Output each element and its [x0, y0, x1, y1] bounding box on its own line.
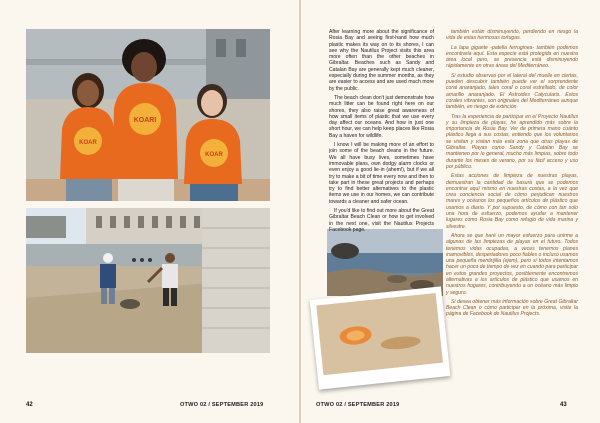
article-paragraph: La lapa gigante -patella ferruginea- también podemos encontrarla aquí. Esta especie está protegida en nuestra área local pero, se presencia está disminuyendo rápidamente en otras áreas del Mediterráneo.	[446, 44, 578, 70]
shirt-logo-center: KOARI	[133, 117, 157, 124]
coral-photo-image	[316, 293, 443, 375]
volunteers-group-photo	[26, 29, 270, 201]
article-column-english	[329, 29, 434, 236]
coral-illustration	[316, 293, 443, 375]
page-number-left: 42	[26, 402, 33, 408]
promenade-illustration	[26, 208, 270, 353]
shirt-logo-right: KOAR	[205, 152, 223, 158]
volunteers-group-illustration	[26, 29, 270, 201]
shirt-logo-left: KOAR	[79, 140, 97, 146]
article-paragraph: Ahora se que haré un mayor esfuerzo para unirme a algunas de las limpiezas de playas en el futuro. Todos tenemos vidas ocupadas, a veces tenemos planes inamovibles, despertadores poco fiables o incluso usamos una pequeña mentirijilla (ejem), pero si todos intentamos hacer un poco de tiempo de vez en cuando para participar en estos grandes proyectos, posiblemente encontremos alternativas a los artículos de plástico que usamos en nuestros hogares, contribuyendo a un océano más limpio y seguro.	[446, 232, 578, 296]
footer-issue-left: OTWO 02 / SEPTEMBER 2019	[180, 402, 264, 408]
article-paragraph: The beach clean don't just demonstrate how much litter can be found right here on our shores, they also raise great awareness of how small items of plastic that we use every day affect our oceans. And how in just one short hour, we can help keep places like Rosia Bay a haven for wildlife.	[329, 94, 434, 139]
article-column-spanish	[446, 29, 578, 321]
article-paragraph: Tras la experiencia de participar en el Proyecto Nautilus y su limpieza de playas, he aprendido más sobre la importancia de Rosia Bay. Ver de primera mano cuánto plástico llega a sus costas, entiendo que los voluntarios se visitan y visitan más esta zona que otras playas de Gibraltar. Playas como Sandy y Catalan Bay se mantienen por lo general, mucho más limpias, sobre todo durante los meses de verano, por su fácil acceso y uso por público.	[446, 113, 578, 170]
article-paragraph: If you'd like to find out more about the Great Gibraltar Beach Clean or how to get involved in the next one, visit the Nautilus Projects Facebook page.	[329, 208, 434, 233]
rocky-shore-illustration	[327, 229, 443, 296]
promenade-beach-photo	[26, 208, 270, 353]
footer-issue-right: OTWO 02 / SEPTEMBER 2019	[316, 402, 400, 408]
rocky-shore-photo	[327, 229, 443, 296]
page-number-right: 43	[560, 402, 567, 408]
article-paragraph: Si desea obtener más información sobre Great Gibraltar Beach Clean o cómo participar en la próxima, visite la página de Facebook de Nautilus Projects.	[446, 298, 578, 318]
article-paragraph: también están disminuyendo, perdiendo en riesgo la vida de estas hermosas tortugas.	[446, 29, 578, 42]
article-paragraph: Estas acciones de limpieza de nuestras playas, demuestran la cantidad de basura que se podemos encontrar aquí mismo en nuestras costas, a la vez que crea conciencia social de cómo perjudican nuestros mares y océanos los pequeños artículos de plástico que usamos a diario. Y por supuesto, de cómo con tan solo una hora de esfuerzo, podemos ayudar a mantener lugares como Rosia Bay como refugio de vida marina y silvestre.	[446, 173, 578, 230]
article-paragraph: I know I will be making more of an effort to join some of the beach cleans in the future. We all have busy lives, sometimes have immovable plans, own dodgy alarm clocks or even enjoy a good lie-in (ahem!), but if we all try to make a bit of time every now and then to take part in these great projects and perhaps try to find better alternatives to the plastic items we use in our homes, we can contribute towards a cleaner and safer ocean.	[329, 142, 434, 205]
article-paragraph: After learning more about the significance of Rosia Bay and seeing first-hand how much plastic makes its way on to its shores, I can see why the Nautilus Project visits this area more often than the other beaches in Gibraltar. Beaches such as Sandy and Catalan Bay are generally kept much cleaner, especially during the summer months, as they are easier to access and are used much more by the public.	[329, 29, 434, 92]
coral-polaroid-photo	[310, 286, 451, 389]
article-paragraph: Si estudio observas por el lateral del muelle en ciertas, pueden descubrir también puede ver el sorprendente coral anaranjado, tales coral o coral estrellado, de color amarillo anaranjado. El Astroides Calycularis. Estos corales vibrantes, son originales del Mediterráneo aunque también, en riesgo de extinción.	[446, 72, 578, 111]
